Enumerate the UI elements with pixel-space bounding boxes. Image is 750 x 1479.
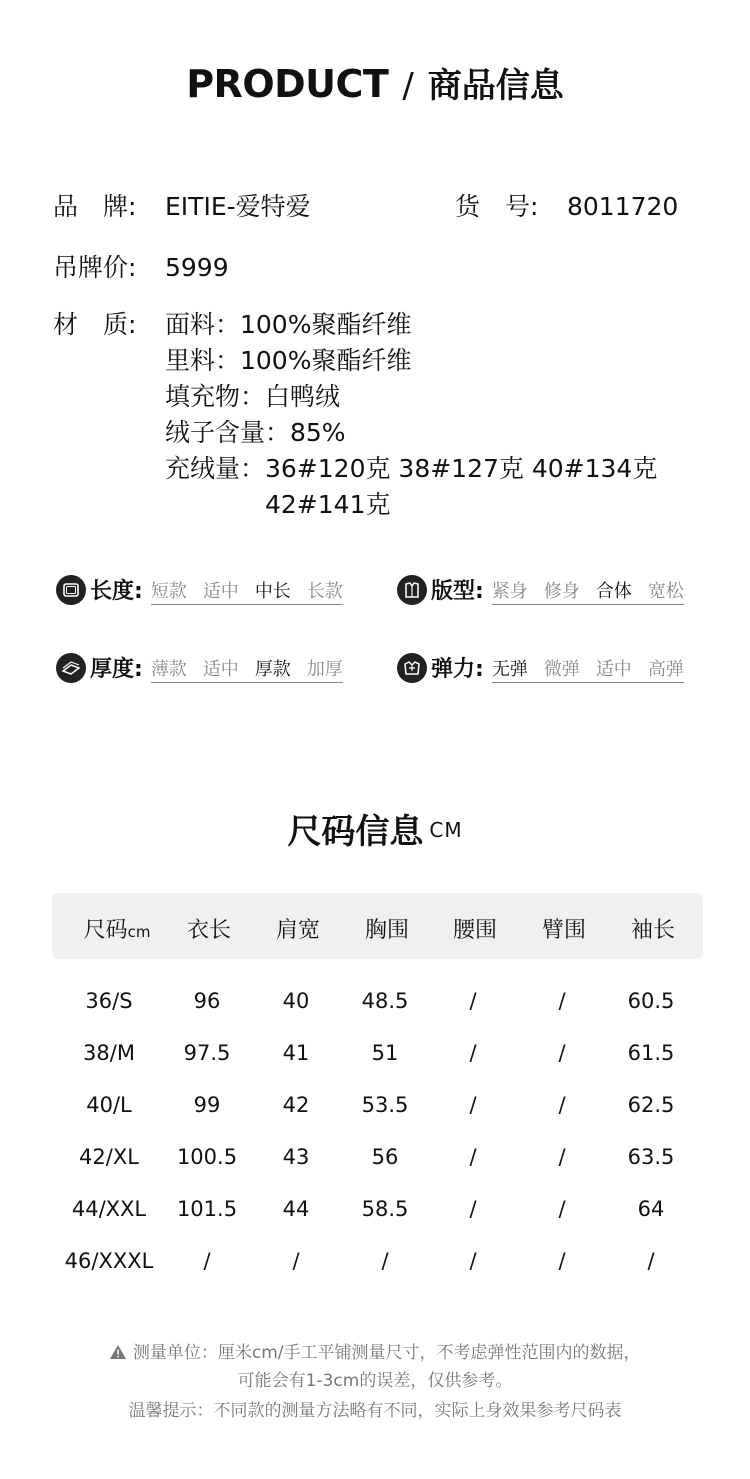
attribute-length [56, 574, 343, 605]
elasticity-icon [397, 653, 427, 683]
cell-length: 100.5 [176, 1145, 238, 1169]
attribute-fit [397, 574, 684, 605]
option-short: 短款 [150, 580, 187, 602]
note-line-3: 温馨提示：不同款的测量方法略有不同，实际上身效果参考尺码表 [128, 1401, 622, 1421]
header-sleeve: 袖长 [630, 918, 675, 943]
material-line: 42#141克 [265, 490, 391, 519]
brand-value: EITIE-爱特爱 [165, 192, 311, 221]
attribute-name: 长度: [90, 579, 143, 604]
cell-shoulder: 42 [282, 1093, 310, 1117]
cell-length: 101.5 [176, 1197, 238, 1221]
cell-length: 96 [193, 989, 221, 1013]
page-title [0, 58, 750, 107]
size-table-header [52, 893, 703, 959]
attribute-options [492, 659, 684, 683]
thickness-icon [56, 653, 86, 683]
sku-row [455, 187, 678, 223]
cell-length: / [203, 1249, 211, 1273]
cell-sleeve: 60.5 [627, 989, 675, 1013]
option-mid-long: 中长 [254, 580, 291, 602]
attribute-elasticity [397, 652, 684, 683]
cell-shoulder: / [292, 1249, 300, 1273]
option-no-stretch: 无弹 [491, 658, 528, 680]
cell-chest: 56 [371, 1145, 399, 1169]
attribute-name: 版型: [431, 579, 484, 604]
option-loose: 宽松 [647, 580, 684, 602]
option-medium-stretch: 适中 [595, 658, 632, 680]
cell-chest: 58.5 [361, 1197, 409, 1221]
price-value: 5999 [165, 253, 229, 282]
header-arm: 臂围 [541, 918, 586, 943]
material-line: 面料：100%聚酯纤维 [165, 310, 412, 339]
measurement-note [0, 1338, 750, 1365]
sku-label: 货 号: [455, 192, 539, 221]
cell-size: 44/XXL [71, 1197, 147, 1221]
cell-arm: / [558, 1145, 566, 1169]
title-cn: 商品信息 [427, 66, 564, 106]
attribute-options [151, 581, 343, 605]
cell-waist: / [469, 1197, 477, 1221]
header-shoulder: 肩宽 [275, 918, 320, 943]
length-icon [56, 575, 86, 605]
cell-chest: 48.5 [361, 989, 409, 1013]
attribute-name: 厚度: [90, 657, 143, 682]
option-slight-stretch: 微弹 [543, 658, 580, 680]
cell-chest: 51 [371, 1041, 399, 1065]
option-slim: 修身 [543, 580, 580, 602]
header-size-unit: cm [127, 923, 151, 941]
cell-sleeve: 64 [637, 1197, 665, 1221]
cell-chest: 53.5 [361, 1093, 409, 1117]
attribute-options [492, 581, 684, 605]
cell-waist: / [469, 989, 477, 1013]
size-section-title [0, 804, 750, 853]
cell-arm: / [558, 989, 566, 1013]
header-chest: 胸围 [364, 918, 409, 943]
price-label: 吊牌价: [53, 253, 137, 282]
attribute-options [151, 659, 343, 683]
cell-chest: / [381, 1249, 389, 1273]
cell-size: 40/L [86, 1093, 132, 1117]
brand-label: 品 牌: [53, 192, 137, 221]
title-en: PRODUCT [186, 62, 389, 106]
cell-size: 38/M [83, 1041, 135, 1065]
cell-shoulder: 40 [282, 989, 310, 1013]
option-long: 长款 [306, 580, 343, 602]
material-line: 绒子含量：85% [165, 418, 346, 447]
cell-arm: / [558, 1249, 566, 1273]
cell-sleeve: 62.5 [627, 1093, 675, 1117]
price-row [53, 248, 229, 284]
cell-sleeve: 61.5 [627, 1041, 675, 1065]
attribute-name: 弹力: [431, 657, 484, 682]
fit-icon [397, 575, 427, 605]
note-line-2: 可能会有1-3cm的误差，仅供参考。 [237, 1371, 513, 1391]
cell-arm: / [558, 1197, 566, 1221]
size-unit: CM [429, 817, 463, 842]
cell-waist: / [469, 1145, 477, 1169]
cell-size: 46/XXXL [64, 1249, 154, 1273]
cell-sleeve: 63.5 [627, 1145, 675, 1169]
cell-length: 99 [193, 1093, 221, 1117]
option-extra-thick: 加厚 [306, 658, 343, 680]
material-line: 充绒量：36#120克 38#127克 40#134克 [165, 454, 658, 483]
sku-value: 8011720 [567, 192, 679, 221]
cell-length: 97.5 [183, 1041, 231, 1065]
cell-waist: / [469, 1041, 477, 1065]
cell-sleeve: / [647, 1249, 655, 1273]
cell-arm: / [558, 1041, 566, 1065]
header-size [72, 913, 162, 944]
cell-waist: / [469, 1249, 477, 1273]
header-length: 衣长 [186, 918, 231, 943]
cell-shoulder: 41 [282, 1041, 310, 1065]
option-medium: 适中 [202, 580, 239, 602]
material-line: 里料：100%聚酯纤维 [165, 346, 412, 375]
attribute-thickness [56, 652, 343, 683]
cell-waist: / [469, 1093, 477, 1117]
brand-row [53, 187, 311, 223]
warning-icon [109, 1344, 127, 1365]
option-tight: 紧身 [491, 580, 528, 602]
size-title: 尺码信息 [287, 812, 424, 852]
option-high-stretch: 高弹 [647, 658, 684, 680]
option-regular: 合体 [595, 580, 632, 602]
header-size-label: 尺码 [83, 918, 128, 943]
option-medium: 适中 [202, 658, 239, 680]
cell-shoulder: 44 [282, 1197, 310, 1221]
cell-size: 36/S [85, 989, 133, 1013]
header-waist: 腰围 [452, 918, 497, 943]
material-line: 填充物：白鸭绒 [165, 382, 341, 411]
note-line-1: 测量单位：厘米cm/手工平铺测量尺寸，不考虑弹性范围内的数据， [132, 1343, 641, 1363]
material-label: 材 质: [53, 310, 137, 339]
cell-arm: / [558, 1093, 566, 1117]
title-separator: / [402, 66, 414, 106]
option-thin: 薄款 [150, 658, 187, 680]
cell-shoulder: 43 [282, 1145, 310, 1169]
option-thick: 厚款 [254, 658, 291, 680]
cell-size: 42/XL [79, 1145, 139, 1169]
